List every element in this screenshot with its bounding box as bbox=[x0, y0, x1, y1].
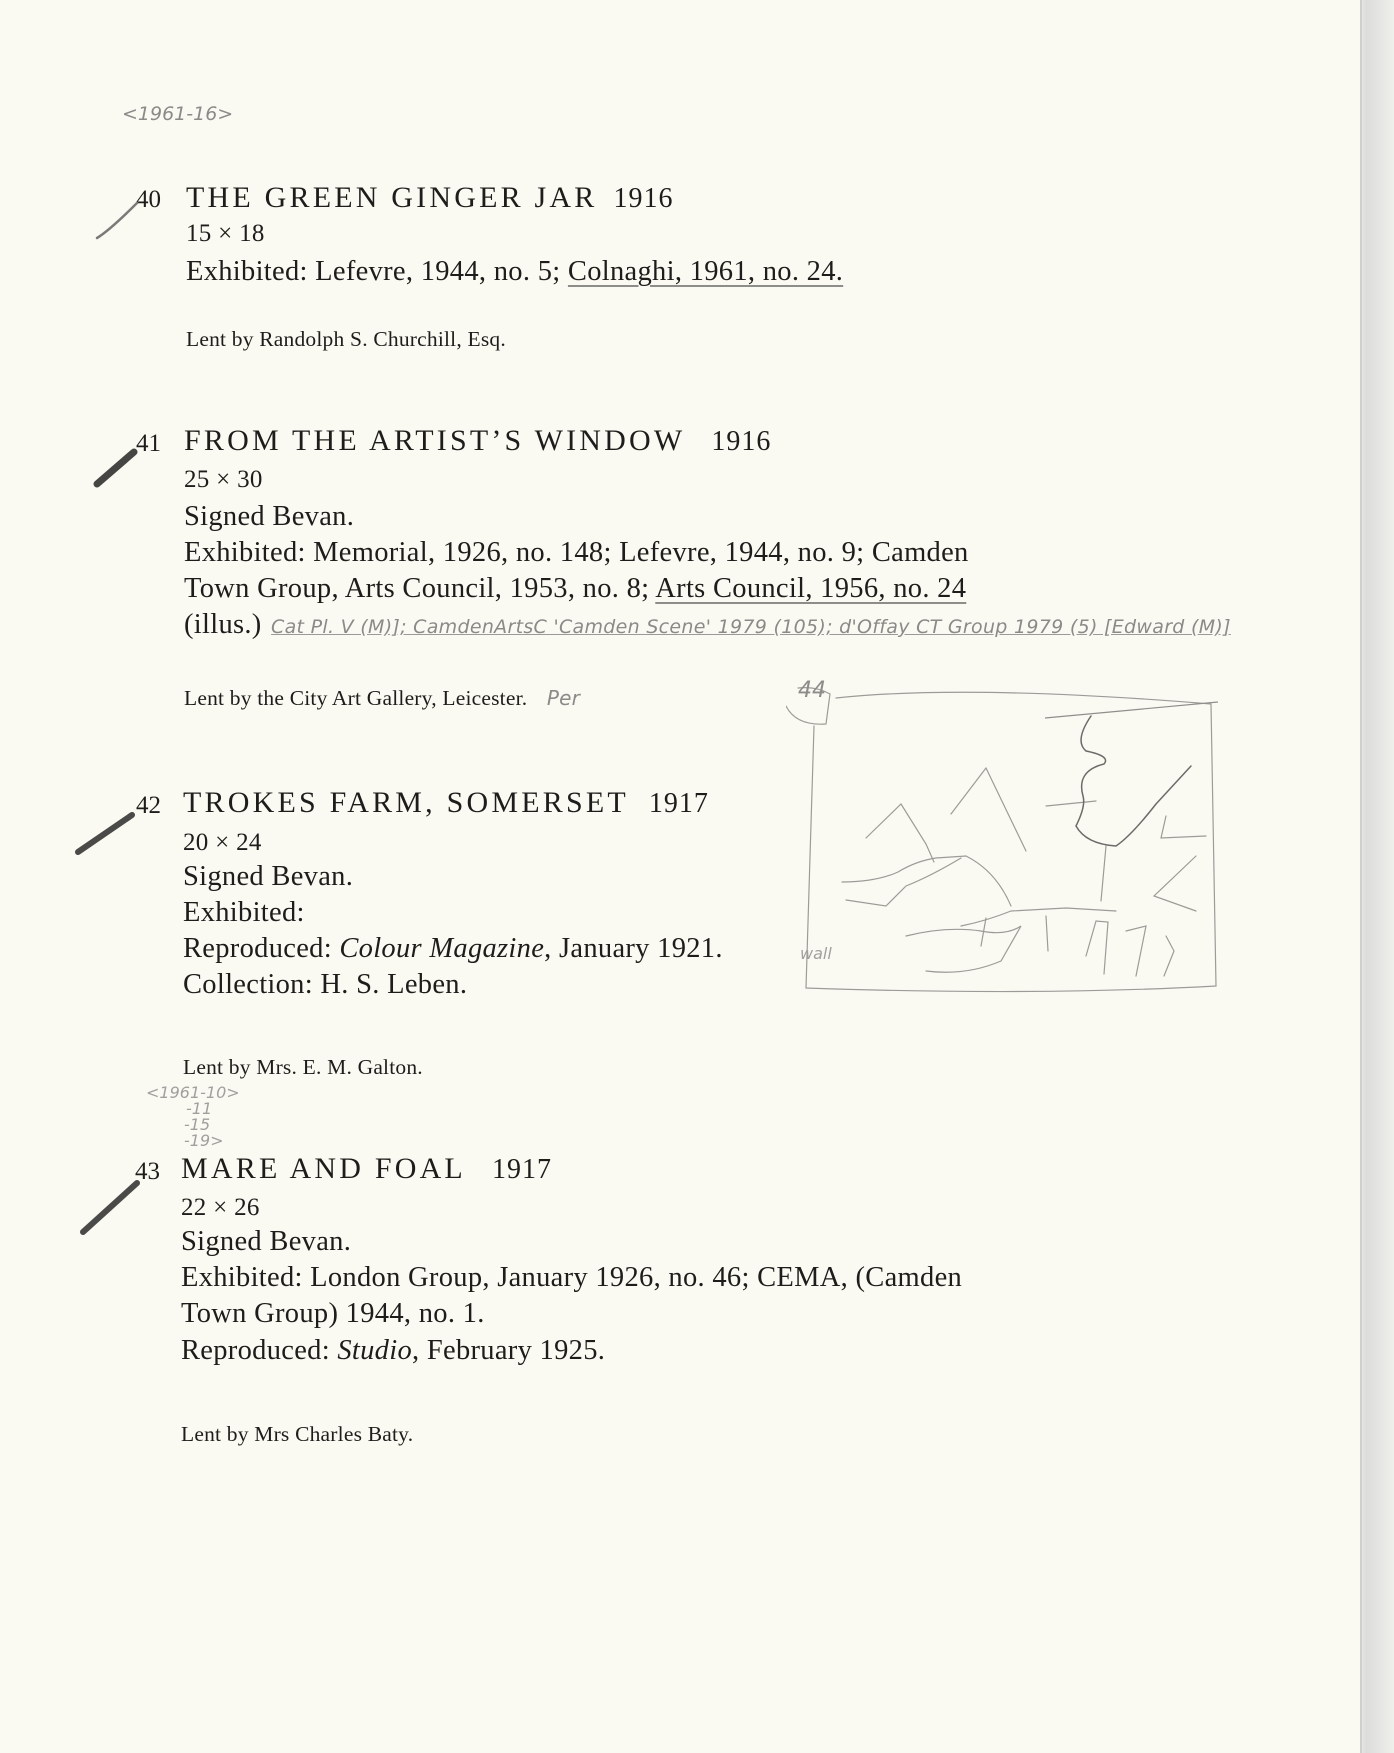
entry-number: 40 bbox=[136, 186, 161, 213]
pencil-sketch-caption: wall bbox=[800, 944, 832, 963]
entry-title: TROKES FARM, SOMERSET bbox=[183, 786, 629, 819]
pencil-sketch-label: 44 bbox=[798, 678, 826, 703]
pencil-ref: -11 bbox=[186, 1099, 213, 1118]
reproduced-date: , January 1921. bbox=[544, 933, 723, 964]
exhibited-text: Town Group, Arts Council, 1953, no. 8; bbox=[184, 573, 650, 604]
pencil-initials: Per bbox=[546, 686, 581, 710]
entry-exhibited: Exhibited: bbox=[183, 897, 305, 928]
entry-dimensions: 20 × 24 bbox=[183, 829, 262, 856]
reproduced-label: Reproduced: bbox=[183, 933, 332, 964]
entry-dimensions: 15 × 18 bbox=[186, 220, 265, 247]
entry-signed: Signed Bevan. bbox=[184, 501, 355, 532]
tick-mark-40 bbox=[97, 203, 137, 238]
exhibited-label: Exhibited: bbox=[186, 256, 308, 287]
entry-lender: Lent by Randolph S. Churchill, Esq. bbox=[186, 327, 506, 351]
entry-dimensions: 25 × 30 bbox=[184, 466, 263, 493]
entry-exhibited-line-2: Town Group) 1944, no. 1. bbox=[181, 1298, 485, 1329]
entry-lender: Lent by Mrs Charles Baty. bbox=[181, 1422, 414, 1446]
entry-lender: Lent by Mrs. E. M. Galton. bbox=[183, 1055, 423, 1079]
lender-text: Lent by the City Art Gallery, Leicester. bbox=[184, 686, 528, 710]
entry-year: 1916 bbox=[711, 426, 772, 457]
entry-year: 1917 bbox=[491, 1154, 552, 1185]
tick-mark-42 bbox=[78, 815, 132, 852]
entry-dimensions: 22 × 26 bbox=[181, 1194, 260, 1221]
entry-year: 1917 bbox=[648, 788, 709, 819]
pencil-ref: <1961-10> bbox=[146, 1083, 240, 1102]
entry-number: 42 bbox=[136, 792, 161, 819]
exhibited-text: Lefevre, 1944, no. 5; bbox=[315, 256, 561, 287]
tick-mark-43 bbox=[83, 1183, 137, 1232]
entry-collection: Collection: H. S. Leben. bbox=[183, 969, 468, 1000]
entry-signed: Signed Bevan. bbox=[183, 861, 354, 892]
exhibited-illus: (illus.) bbox=[184, 609, 262, 640]
reproduced-publication: Colour Magazine bbox=[339, 933, 545, 964]
reproduced-publication: Studio bbox=[337, 1335, 412, 1366]
entry-exhibited-line-1: Exhibited: Memorial, 1926, no. 148; Lefevre, 1944, no. 9; Camden bbox=[184, 537, 969, 568]
pencil-top-reference: <1961-16> bbox=[122, 103, 234, 125]
pencil-ref: -19> bbox=[184, 1131, 224, 1150]
entry-title: FROM THE ARTIST’S WINDOW bbox=[184, 424, 686, 457]
entry-year: 1916 bbox=[613, 183, 674, 214]
pencil-sketch-connector bbox=[1045, 702, 1218, 718]
pencil-ref: -15 bbox=[184, 1115, 211, 1134]
tick-mark-41 bbox=[97, 452, 134, 484]
reproduced-date: , February 1925. bbox=[412, 1335, 606, 1366]
exhibited-underlined-text: Arts Council, 1956, no. 24 bbox=[655, 573, 967, 604]
entry-number: 43 bbox=[135, 1158, 160, 1185]
exhibited-underlined-text: Colnaghi, 1961, no. 24. bbox=[567, 256, 844, 287]
entry-exhibited-line-1: Exhibited: London Group, January 1926, no. 46; CEMA, (Camden bbox=[181, 1262, 963, 1293]
entry-title: THE GREEN GINGER JAR bbox=[186, 181, 598, 214]
entry-signed: Signed Bevan. bbox=[181, 1226, 352, 1257]
pencil-addendum: Cat Pl. V (M)]; CamdenArtsC 'Camden Scene' 1979 (105); d'Offay CT Group 1979 (5) [Edward (M)] bbox=[271, 616, 1231, 638]
reproduced-label: Reproduced: bbox=[181, 1335, 330, 1366]
entry-number: 41 bbox=[136, 430, 161, 457]
entry-title: MARE AND FOAL bbox=[181, 1152, 466, 1185]
